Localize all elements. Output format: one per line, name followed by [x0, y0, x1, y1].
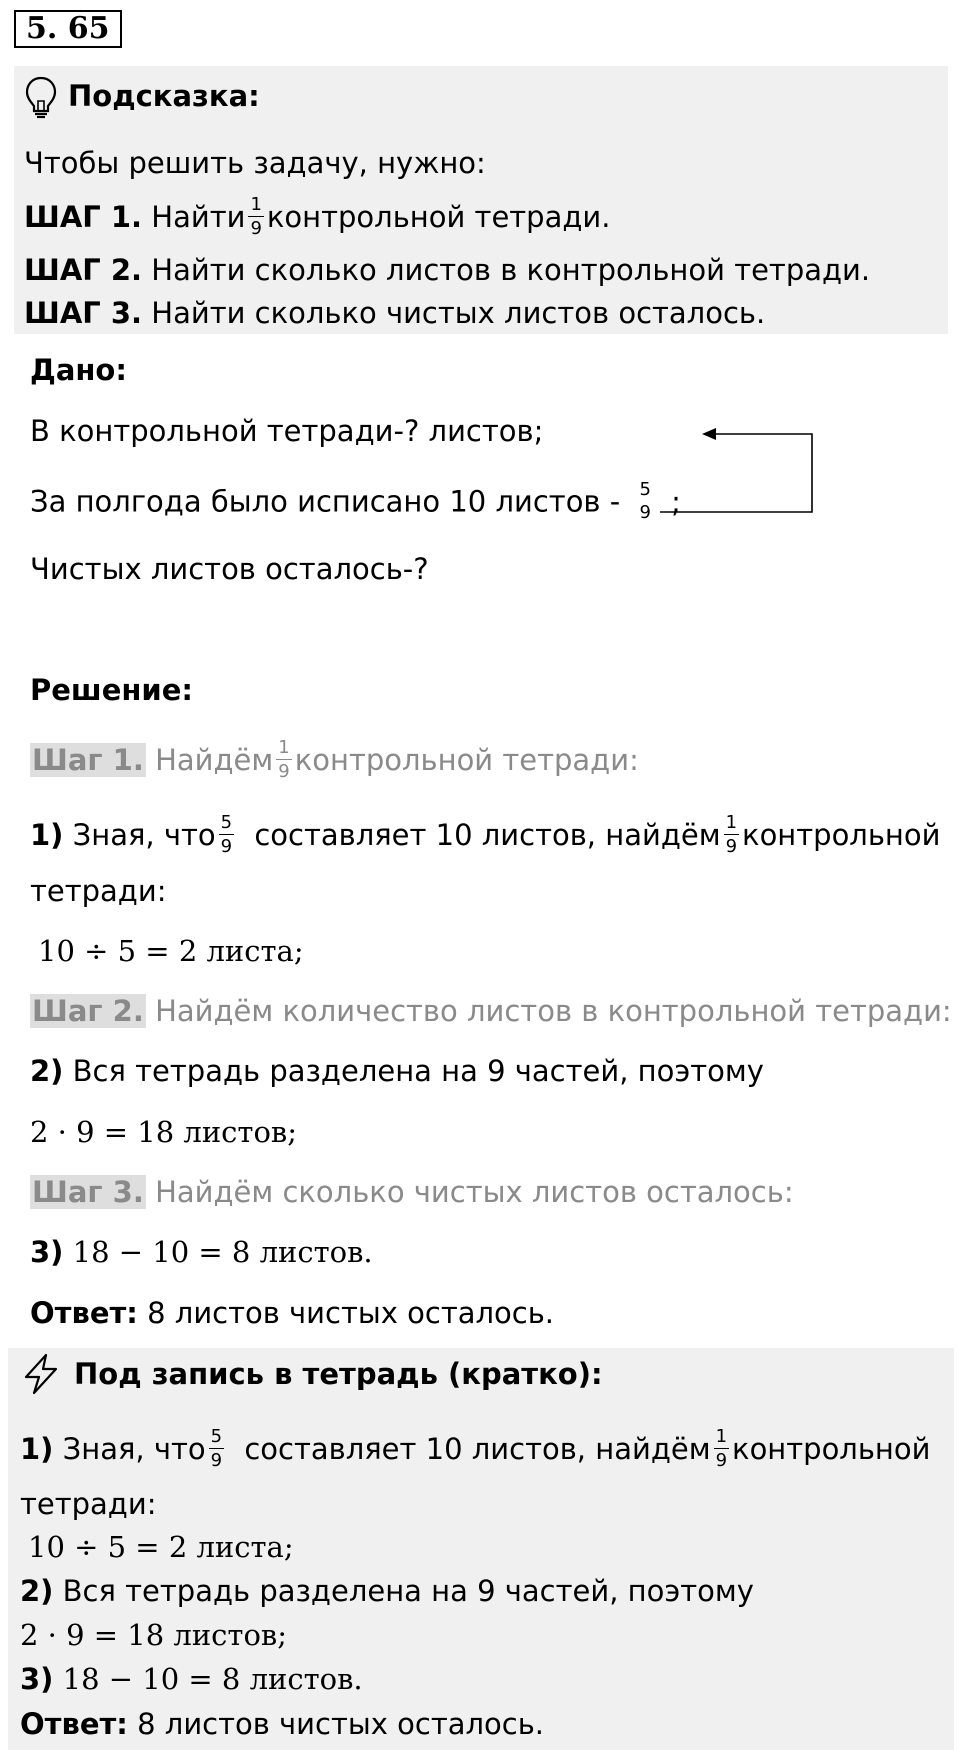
- notebook-point-1-fraction-2: $\frac{1}{9}$: [715, 1426, 728, 1471]
- solution-calc-2-unit: листов;: [183, 1115, 298, 1149]
- hint-step-1-label: ШАГ 1.: [24, 200, 143, 234]
- notebook-calc-1-unit: листа;: [196, 1530, 294, 1564]
- given-bracket-arrow: [640, 420, 820, 520]
- solution-point-2-text: Вся тетрадь разделена на 9 частей, поэтому: [72, 1054, 764, 1088]
- hint-step-3-label: ШАГ 3.: [24, 296, 143, 330]
- solution-step-3-label: Шаг 3.: [32, 1175, 144, 1209]
- solution-calc-1-expr: 10 ÷ 5 = 2: [38, 934, 198, 968]
- given-line-2-end: ;: [671, 484, 681, 519]
- notebook-point-2-label: 2): [20, 1574, 54, 1608]
- solution-point-2: [30, 1053, 764, 1089]
- solution-step-1-text-a: Найдём: [155, 743, 274, 777]
- solution-calc-2: [30, 1114, 297, 1150]
- notebook-calc-2-unit: листов;: [173, 1618, 288, 1652]
- notebook-point-3: [20, 1661, 363, 1697]
- hint-step-1-text-b: контрольной тетради.: [266, 200, 611, 234]
- solution-point-1-text-c: контрольной: [742, 818, 941, 852]
- solution-calc-1: [38, 933, 304, 969]
- solution-answer-label: Ответ:: [30, 1296, 138, 1330]
- hint-step-3: [24, 295, 765, 331]
- notebook-calc-1: [28, 1529, 294, 1565]
- notebook-point-1-text-d: тетради:: [20, 1487, 157, 1521]
- lightning-icon: [20, 1352, 62, 1396]
- solution-point-1-text-d: тетради:: [30, 874, 167, 908]
- solution-step-3-heading: [30, 1174, 794, 1210]
- solution-step-1-text-b: контрольной тетради:: [294, 743, 639, 777]
- notebook-calc-2: [20, 1617, 287, 1653]
- hint-step-1-fraction: $\frac{1}{9}$: [250, 194, 262, 239]
- hint-step-3-text: Найти сколько чистых листов осталось.: [151, 296, 766, 330]
- solution-answer: [30, 1295, 554, 1331]
- notebook-calc-3-unit: листов.: [249, 1662, 363, 1696]
- notebook-point-1-text-c: контрольной: [732, 1432, 931, 1466]
- notebook-point-2-text: Вся тетрадь разделена на 9 частей, поэтому: [62, 1574, 754, 1608]
- solution-step-1-heading: [30, 737, 639, 783]
- solution-calc-2-expr: 2 · 9 = 18: [30, 1115, 175, 1149]
- notebook-point-1: [20, 1426, 931, 1472]
- solution-point-1-text-a: Зная, что: [72, 818, 216, 852]
- notebook-answer-text: 8 листов чистых осталось.: [137, 1707, 545, 1741]
- solution-point-3: [30, 1234, 373, 1270]
- given-title: Дано:: [30, 353, 127, 387]
- solution-calc-3-expr: 18 − 10 = 8: [72, 1235, 251, 1269]
- solution-step-1-label: Шаг 1.: [32, 743, 144, 777]
- given-line-2-text: За полгода было исписано 10 листов -: [30, 484, 621, 519]
- solution-point-1-fraction-2: $\frac{1}{9}$: [725, 812, 738, 857]
- given-line-1: В контрольной тетради-? листов;: [30, 414, 544, 448]
- hint-intro: Чтобы решить задачу, нужно:: [24, 146, 486, 180]
- hint-step-2-label: ШАГ 2.: [24, 253, 143, 287]
- given-line-2-fraction: 5 9: [639, 479, 651, 523]
- solution-calc-3-unit: листов.: [259, 1235, 373, 1269]
- solution-point-1: [30, 812, 941, 858]
- given-line-2: [30, 479, 681, 524]
- solution-point-3-label: 3): [30, 1235, 64, 1269]
- hint-step-1-text-a: Найти: [151, 200, 246, 234]
- hint-step-1: [24, 194, 611, 240]
- solution-calc-1-unit: листа;: [206, 934, 304, 968]
- notebook-point-1-fraction-1: $\frac{5}{9}$: [210, 1426, 223, 1471]
- solution-answer-text: 8 листов чистых осталось.: [147, 1296, 555, 1330]
- given-line-3: Чистых листов осталось-?: [30, 552, 429, 586]
- solution-point-2-label: 2): [30, 1054, 64, 1088]
- solution-point-1-fraction-1: $\frac{5}{9}$: [220, 812, 233, 857]
- notebook-point-3-label: 3): [20, 1662, 54, 1696]
- notebook-point-1-text-b: составляет 10 листов, найдём: [244, 1432, 711, 1466]
- hint-title: Подсказка:: [68, 79, 260, 113]
- lightbulb-icon: [24, 75, 58, 119]
- solution-step-2-label: Шаг 2.: [32, 994, 144, 1028]
- notebook-answer: [20, 1706, 544, 1742]
- solution-step-2-heading: [30, 993, 952, 1029]
- notebook-calc-2-expr: 2 · 9 = 18: [20, 1618, 165, 1652]
- solution-step-2-text: Найдём количество листов в контрольной тетради:: [155, 994, 952, 1028]
- notebook-point-1-label: 1): [20, 1432, 54, 1466]
- solution-point-1-label: 1): [30, 818, 64, 852]
- hint-step-2: [24, 252, 870, 288]
- problem-number: 5. 65: [14, 10, 122, 48]
- notebook-calc-1-expr: 10 ÷ 5 = 2: [28, 1530, 188, 1564]
- notebook-answer-label: Ответ:: [20, 1707, 128, 1741]
- solution-step-1-fraction: $\frac{1}{9}$: [278, 737, 290, 782]
- solution-point-1-text-b: составляет 10 листов, найдём: [254, 818, 721, 852]
- notebook-title: Под запись в тетрадь (кратко):: [74, 1357, 603, 1391]
- solution-title: Решение:: [30, 673, 194, 707]
- notebook-calc-3-expr: 18 − 10 = 8: [62, 1662, 241, 1696]
- solution-step-3-text: Найдём сколько чистых листов осталось:: [155, 1175, 794, 1209]
- notebook-point-1-text-a: Зная, что: [62, 1432, 206, 1466]
- notebook-point-2: [20, 1573, 754, 1609]
- hint-step-2-text: Найти сколько листов в контрольной тетради.: [151, 253, 871, 287]
